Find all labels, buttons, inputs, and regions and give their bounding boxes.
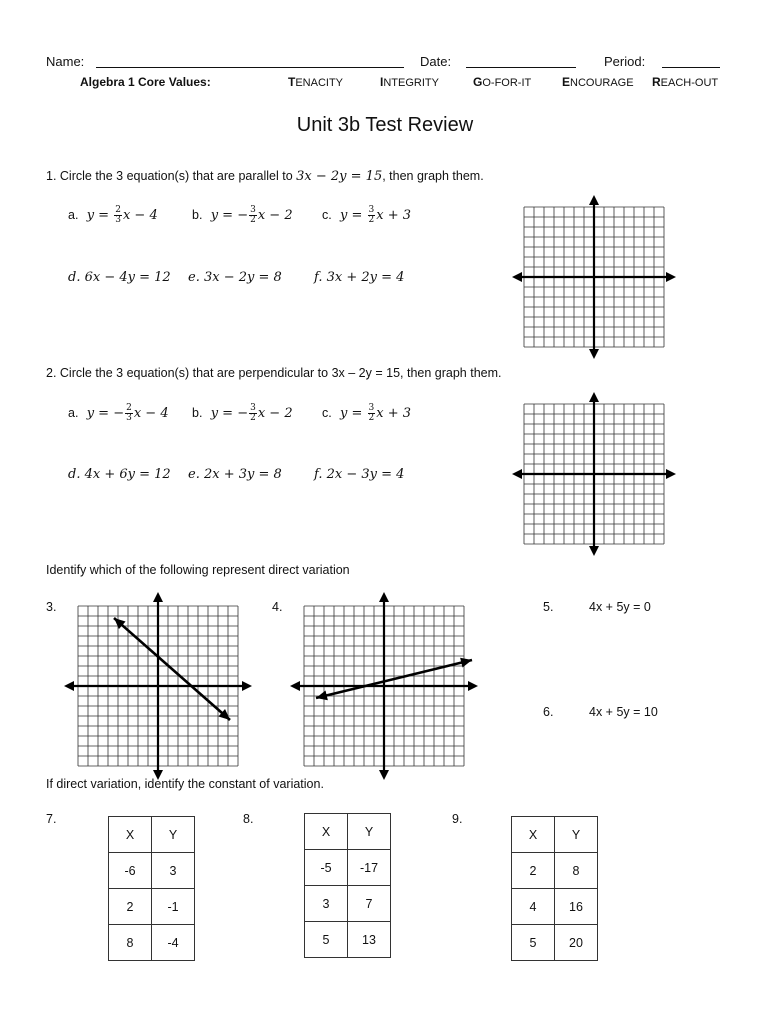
core-value-go-for-it: GO-FOR-IT xyxy=(473,75,532,89)
table-row xyxy=(109,853,195,889)
y-axis-arrow-up xyxy=(589,392,599,402)
q8-label: 8. xyxy=(243,812,254,826)
table-row xyxy=(305,850,391,886)
y-axis-arrow-down xyxy=(589,546,599,556)
x-axis-arrow-right xyxy=(666,272,676,282)
table-cell: 5 xyxy=(512,925,555,961)
table-cell: 2 xyxy=(512,853,555,889)
y-axis-arrow-up xyxy=(153,592,163,602)
q4-label: 4. xyxy=(272,600,283,614)
period-field[interactable] xyxy=(662,56,720,68)
q2-option-b[interactable]: b. y = − $\frac{3}{2}$ x − 2 xyxy=(192,403,293,423)
q7-table xyxy=(108,816,195,961)
name-field[interactable] xyxy=(96,56,404,68)
table-cell: X xyxy=(305,814,348,850)
constant-instruction: If direct variation, identify the constant of variation. xyxy=(46,777,324,791)
table-cell: Y xyxy=(348,814,391,850)
q3-graph xyxy=(60,590,260,774)
table-row xyxy=(109,889,195,925)
table-cell: X xyxy=(512,817,555,853)
table-cell: -1 xyxy=(152,889,195,925)
y-axis-arrow-down xyxy=(379,770,389,780)
q2-prompt: 2. Circle the 3 equation(s) that are perpendicular to 3x – 2y = 15, then graph them. xyxy=(46,366,502,380)
table-row xyxy=(512,925,598,961)
q7-label: 7. xyxy=(46,812,57,826)
q1-option-a[interactable]: a. y = $\frac{2}{3}$ x − 4 xyxy=(68,205,158,225)
table-cell: 20 xyxy=(555,925,598,961)
direct-variation-instruction: Identify which of the following represent direct variation xyxy=(46,563,350,577)
table-cell: 8 xyxy=(109,925,152,961)
table-cell: 13 xyxy=(348,922,391,958)
date-field[interactable] xyxy=(466,56,576,68)
table-cell: -17 xyxy=(348,850,391,886)
table-header-row xyxy=(512,817,598,853)
x-axis-arrow-left xyxy=(512,272,522,282)
table-header-row xyxy=(109,817,195,853)
x-axis-arrow-left xyxy=(290,681,300,691)
table-cell: 4 xyxy=(512,889,555,925)
q2-option-e[interactable]: e. 2x + 3y = 8 xyxy=(188,467,282,482)
x-axis-arrow-left xyxy=(64,681,74,691)
name-label: Name: xyxy=(46,54,85,69)
table-row xyxy=(305,922,391,958)
table-row xyxy=(109,925,195,961)
table-cell: -5 xyxy=(305,850,348,886)
q2-option-f[interactable]: f. 2x − 3y = 4 xyxy=(314,467,405,482)
x-axis-arrow-right xyxy=(666,469,676,479)
q4-graph xyxy=(286,590,486,774)
period-label: Period: xyxy=(604,54,646,69)
graphed-line xyxy=(114,618,230,720)
q2-option-c[interactable]: c. y = $\frac{3}{2}$ x + 3 xyxy=(322,403,412,423)
y-axis-arrow-up xyxy=(379,592,389,602)
core-value-tenacity: TENACITY xyxy=(288,75,344,89)
q1-option-f[interactable]: f. 3x + 2y = 4 xyxy=(314,270,405,285)
q2-option-d[interactable]: d. 4x + 6y = 12 xyxy=(68,467,171,482)
q6-label: 6. xyxy=(543,705,554,719)
table-cell: 7 xyxy=(348,886,391,922)
q1-coordinate-grid[interactable] xyxy=(508,193,684,361)
table-cell: 16 xyxy=(555,889,598,925)
x-axis-arrow-right xyxy=(468,681,478,691)
q1-option-b[interactable]: b. y = − $\frac{3}{2}$ x − 2 xyxy=(192,205,293,225)
core-value-encourage: ENCOURAGE xyxy=(562,75,634,89)
table-cell: 8 xyxy=(555,853,598,889)
table-cell: 3 xyxy=(305,886,348,922)
q1-option-c[interactable]: c. y = $\frac{3}{2}$ x + 3 xyxy=(322,205,412,225)
q9-table xyxy=(511,816,598,961)
q2-coordinate-grid[interactable] xyxy=(508,390,684,558)
core-value-integrity: INTEGRITY xyxy=(380,75,439,89)
table-row xyxy=(512,889,598,925)
date-label: Date: xyxy=(420,54,452,69)
table-row xyxy=(512,853,598,889)
table-cell: 2 xyxy=(109,889,152,925)
q5-label: 5. xyxy=(543,600,554,614)
table-cell: -4 xyxy=(152,925,195,961)
q3-label: 3. xyxy=(46,600,57,614)
table-row xyxy=(305,886,391,922)
q5-equation: 4x + 5y = 0 xyxy=(589,600,651,614)
q2-option-a[interactable]: a. y = − $\frac{2}{3}$ x − 4 xyxy=(68,403,169,423)
table-header-row xyxy=(305,814,391,850)
table-cell: Y xyxy=(555,817,598,853)
table-cell: -6 xyxy=(109,853,152,889)
table-cell: Y xyxy=(152,817,195,853)
y-axis-arrow-down xyxy=(589,349,599,359)
q9-label: 9. xyxy=(452,812,463,826)
q8-table xyxy=(304,813,391,958)
q1-option-e[interactable]: e. 3x − 2y = 8 xyxy=(188,270,282,285)
y-axis-arrow-up xyxy=(589,195,599,205)
q6-equation: 4x + 5y = 10 xyxy=(589,705,658,719)
core-values-label: Algebra 1 Core Values: xyxy=(80,75,211,89)
table-cell: 3 xyxy=(152,853,195,889)
table-cell: X xyxy=(109,817,152,853)
table-cell: 5 xyxy=(305,922,348,958)
q1-option-d[interactable]: d. 6x − 4y = 12 xyxy=(68,270,171,285)
page-title: Unit 3b Test Review xyxy=(296,114,474,136)
core-value-reach-out: REACH-OUT xyxy=(652,75,719,89)
x-axis-arrow-left xyxy=(512,469,522,479)
x-axis-arrow-right xyxy=(242,681,252,691)
q1-prompt: 1. Circle the 3 equation(s) that are parallel to 3x − 2y = 15, then graph them. xyxy=(46,169,484,184)
